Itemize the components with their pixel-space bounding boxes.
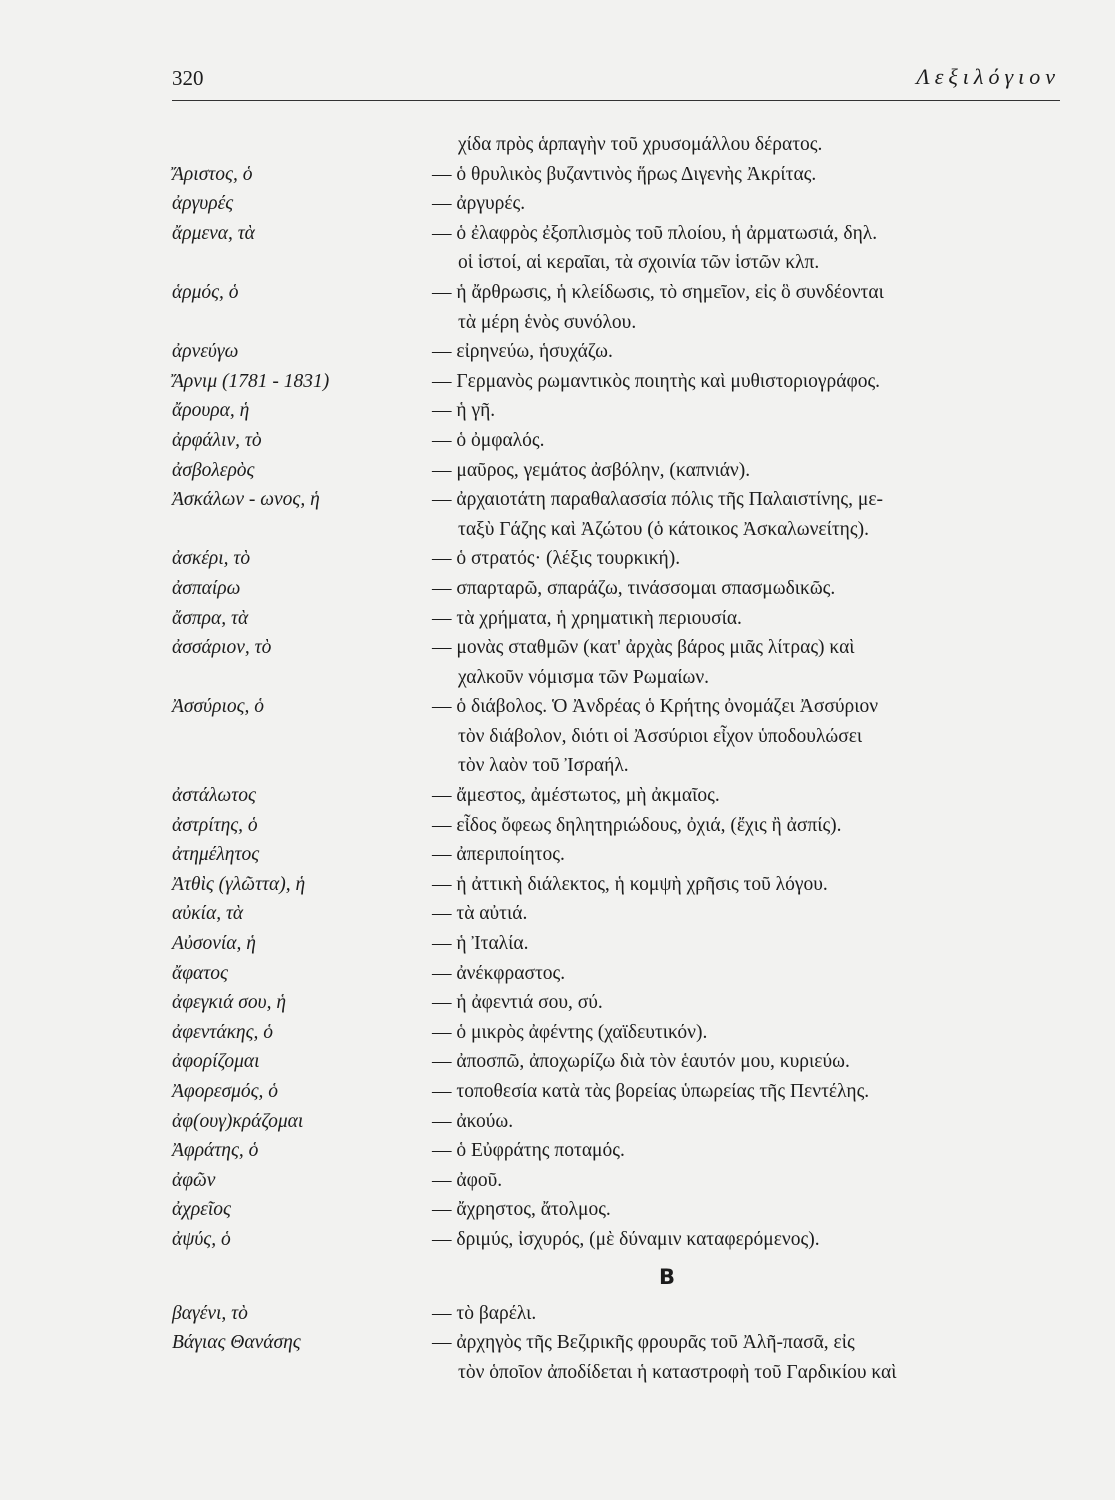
glossary-entry <box>172 1018 1062 1048</box>
glossary-entry <box>172 929 1062 959</box>
definition-line: — ἀποσπῶ, ἀποχωρίζω διὰ τὸν ἑαυτόν μου, κυριεύω. <box>432 1051 850 1073</box>
glossary-entry <box>172 337 1062 367</box>
definition-line: — ἀργυρές. <box>432 193 526 215</box>
glossary-entry <box>172 574 1062 604</box>
glossary-entry <box>172 1166 1062 1196</box>
entry-definition <box>432 840 1062 870</box>
glossary-entry <box>172 1077 1062 1107</box>
glossary-entry <box>172 840 1062 870</box>
glossary-entry <box>172 899 1062 929</box>
page-number: 320 <box>172 66 204 90</box>
entry-definition <box>432 811 1062 841</box>
definition-line: οἱ ἱστοί, αἱ κεραῖαι, τὰ σχοινία τῶν ἱστῶν κλπ. <box>458 252 820 274</box>
glossary-entry <box>172 219 1062 278</box>
entry-definition <box>432 604 1062 634</box>
entry-term: Ἀτθὶς (γλῶττα), ἡ <box>172 873 306 895</box>
definition-line: — ἡ ἀττικὴ διάλεκτος, ἡ κομψὴ χρῆσις τοῦ λόγου. <box>432 873 828 895</box>
entry-definition <box>432 456 1062 486</box>
entry-definition <box>432 1195 1062 1225</box>
glossary-entry <box>172 426 1062 456</box>
entry-definition <box>432 426 1062 456</box>
definition-line: — ὁ μικρὸς ἀφέντης (χαϊδευτικόν). <box>432 1021 708 1043</box>
entry-term: ἀφ(ουγ)κράζομαι <box>172 1110 304 1132</box>
entry-definition <box>432 1107 1062 1137</box>
entry-definition <box>432 1077 1062 1107</box>
definition-line: — ἄμεστος, ἀμέστωτος, μὴ ἀκμαῖος. <box>432 785 720 807</box>
section-a <box>172 130 1062 1255</box>
entry-definition <box>432 160 1062 190</box>
glossary-entry <box>172 870 1062 900</box>
entry-term: ἀφεντάκης, ὁ <box>172 1021 274 1043</box>
entry-definition <box>432 1136 1062 1166</box>
entry-term: ἄρμενα, τὰ <box>172 222 255 244</box>
definition-line: — ἡ γῆ. <box>432 400 496 422</box>
glossary-entry <box>172 1299 1062 1329</box>
entry-definition <box>432 219 1062 278</box>
entry-definition <box>432 633 1062 692</box>
glossary-entry <box>172 692 1062 781</box>
glossary-entry <box>172 1195 1062 1225</box>
entry-term: Ἄρνιμ (1781 - 1831) <box>172 370 330 392</box>
definition-line: — ὁ διάβολος. Ὁ Ἀνδρέας ὁ Κρήτης ὀνομάζει Ἀσσύριον <box>432 696 879 718</box>
glossary-entry <box>172 130 1062 160</box>
entry-term: ἀψύς, ὁ <box>172 1228 231 1250</box>
definition-line: — δριμύς, ἰσχυρός, (μὲ δύναμιν καταφερόμενος). <box>432 1228 820 1250</box>
definition-line: τὸν ὁποῖον ἀποδίδεται ἡ καταστροφὴ τοῦ Γαρδικίου καὶ <box>458 1361 897 1383</box>
entry-term: ἀτημέλητος <box>172 844 260 866</box>
entry-term: ἀστάλωτος <box>172 785 256 807</box>
entry-term: Ἄριστος, ὁ <box>172 163 253 185</box>
entry-definition <box>432 396 1062 426</box>
entry-term: Βάγιας Θανάσης <box>172 1332 301 1354</box>
definition-line: — ἀκούω. <box>432 1110 514 1132</box>
definition-line: — ἀρχαιοτάτη παραθαλασσία πόλις τῆς Παλαιστίνης, με- <box>432 489 884 511</box>
definition-line: — ἀφοῦ. <box>432 1169 503 1191</box>
definition-line: τὸν λαὸν τοῦ Ἰσραήλ. <box>458 755 629 777</box>
definition-line: — μαῦρος, γεμάτος ἀσβόλην, (καπνιάν). <box>432 459 751 481</box>
definition-line: — ἄχρηστος, ἄτολμος. <box>432 1199 611 1221</box>
glossary-entry <box>172 456 1062 486</box>
entry-definition <box>432 870 1062 900</box>
glossary-entry <box>172 959 1062 989</box>
entry-term: ἀχρεῖος <box>172 1199 231 1221</box>
entry-definition <box>432 574 1062 604</box>
definition-line: — ὁ στρατός· (λέξις τουρκική). <box>432 548 681 570</box>
page-header <box>172 60 1060 101</box>
entry-term: ἄσπρα, τὰ <box>172 607 249 629</box>
entry-definition <box>432 781 1062 811</box>
entry-definition <box>432 130 1062 160</box>
glossary-entry <box>172 160 1062 190</box>
definition-line: — τὰ αὐτιά. <box>432 903 528 925</box>
entry-term: βαγένι, τὸ <box>172 1302 248 1324</box>
definition-line: χίδα πρὸς ἁρπαγὴν τοῦ χρυσομάλλου δέρατος. <box>458 134 823 155</box>
definition-line: — ἡ ἀφεντιά σου, σύ. <box>432 992 603 1014</box>
entry-term: ἀσπαίρω <box>172 577 241 599</box>
entry-term: ἀφορίζομαι <box>172 1051 260 1073</box>
entry-term: ἀσκέρι, τὸ <box>172 548 251 570</box>
definition-line: χαλκοῦν νόμισμα τῶν Ρωμαίων. <box>458 666 710 688</box>
glossary-entry <box>172 1225 1062 1255</box>
entry-definition <box>432 1047 1062 1077</box>
definition-line: — τὸ βαρέλι. <box>432 1302 537 1324</box>
section-heading-b: Β <box>658 1264 675 1289</box>
glossary-entry <box>172 189 1062 219</box>
definition-line: — σπαρταρῶ, σπαράζω, τινάσσομαι σπασμωδικῶς. <box>432 577 836 599</box>
glossary-entry <box>172 278 1062 337</box>
entry-definition <box>432 1225 1062 1255</box>
glossary-entry <box>172 396 1062 426</box>
definition-line: — εἶδος ὄφεως δηλητηριώδους, ὀχιά, (ἔχις ἢ ἀσπίς). <box>432 814 842 836</box>
entry-term: Ἀφράτης, ὁ <box>172 1140 259 1162</box>
definition-line: — τὰ χρήματα, ἡ χρηματικὴ περιουσία. <box>432 607 742 629</box>
glossary-entry <box>172 1107 1062 1137</box>
entry-definition <box>432 485 1062 544</box>
definition-line: — ἡ ἄρθρωσις, ἡ κλείδωσις, τὸ σημεῖον, εἰς ὃ συνδέονται <box>432 281 884 303</box>
entry-definition <box>432 959 1062 989</box>
glossary-entry <box>172 633 1062 692</box>
entry-term: Ἀσσύριος, ὁ <box>172 696 265 718</box>
glossary-entry <box>172 544 1062 574</box>
definition-line: — ἡ Ἰταλία. <box>432 933 529 955</box>
entry-term: ἁρμός, ὁ <box>172 281 239 303</box>
definition-line: — Γερμανὸς ρωμαντικὸς ποιητὴς καὶ μυθιστοριογράφος. <box>432 370 881 392</box>
definition-line: — ὁ Εὐφράτης ποταμός. <box>432 1140 625 1162</box>
glossary-entry <box>172 367 1062 397</box>
entry-definition <box>432 899 1062 929</box>
glossary-entry <box>172 604 1062 634</box>
definition-line: τὸν διάβολον, διότι οἱ Ἀσσύριοι εἶχον ὑποδουλώσει <box>458 725 863 747</box>
entry-term: Ἀφορεσμός, ὁ <box>172 1081 279 1102</box>
definition-line: — ὁ ἐλαφρὸς ἐξοπλισμὸς τοῦ πλοίου, ἡ ἀρματωσιά, δηλ. <box>432 222 878 244</box>
definition-line: — ἀπεριποίητος. <box>432 844 565 866</box>
entry-definition <box>432 929 1062 959</box>
entry-term: Αὐσονία, ἡ <box>172 933 256 955</box>
glossary-entry <box>172 1047 1062 1077</box>
definition-line: — εἰρηνεύω, ἡσυχάζω. <box>432 341 613 363</box>
entry-term: ἀσβολερὸς <box>172 459 255 481</box>
entry-definition <box>432 988 1062 1018</box>
glossary-entries <box>172 130 1062 1387</box>
entry-term: ἀργυρές <box>172 193 234 215</box>
entry-term: ἀσσάριον, τὸ <box>172 637 272 659</box>
definition-line: — ὁ ὀμφαλός. <box>432 429 545 451</box>
entry-term: ἀφεγκιά σου, ἡ <box>172 992 287 1014</box>
glossary-entry <box>172 781 1062 811</box>
definition-line: ταξὺ Γάζης καὶ Ἀζώτου (ὁ κάτοικος Ἀσκαλωνείτης). <box>458 518 869 540</box>
entry-term: Ἀσκάλων - ωνος, ἡ <box>172 489 320 511</box>
definition-line: — ἀνέκφραστος. <box>432 962 566 984</box>
entry-definition <box>432 1018 1062 1048</box>
definition-line: — ὁ θρυλικὸς βυζαντινὸς ἥρως Διγενὴς Ἀκρίτας. <box>432 163 817 185</box>
glossary-entry <box>172 988 1062 1018</box>
entry-term: ἄρουρα, ἡ <box>172 400 250 422</box>
entry-term: αὐκία, τὰ <box>172 903 244 925</box>
glossary-entry <box>172 811 1062 841</box>
entry-term: ἀρφάλιν, τὸ <box>172 429 262 451</box>
entry-definition <box>432 1328 1062 1387</box>
glossary-entry <box>172 1136 1062 1166</box>
entry-definition <box>432 1299 1062 1329</box>
entry-definition <box>432 189 1062 219</box>
definition-line: τὰ μέρη ἑνὸς συνόλου. <box>458 311 637 333</box>
entry-definition <box>432 692 1062 781</box>
glossary-entry <box>172 1328 1062 1387</box>
entry-definition <box>432 278 1062 337</box>
entry-definition <box>432 1166 1062 1196</box>
entry-definition <box>432 337 1062 367</box>
entry-term: ἀφῶν <box>172 1169 216 1191</box>
entry-term: ἀρνεύγω <box>172 341 239 363</box>
definition-line: — τοποθεσία κατὰ τὰς βορείας ὑπωρείας τῆς Πεντέλης. <box>432 1081 870 1102</box>
glossary-entry <box>172 485 1062 544</box>
entry-definition <box>432 544 1062 574</box>
entry-term: ἀστρίτης, ὁ <box>172 814 258 836</box>
definition-line: — μονὰς σταθμῶν (κατ' ἀρχὰς βάρος μιᾶς λίτρας) καὶ <box>432 637 855 659</box>
entry-definition <box>432 367 1062 397</box>
entry-term: ἄφατος <box>172 962 228 984</box>
definition-line: — ἀρχηγὸς τῆς Βεζιρικῆς φρουρᾶς τοῦ Ἀλῆ-πασᾶ, εἰς <box>432 1332 855 1354</box>
running-title: Λεξιλόγιον <box>916 64 1060 89</box>
section-b <box>172 1299 1062 1388</box>
